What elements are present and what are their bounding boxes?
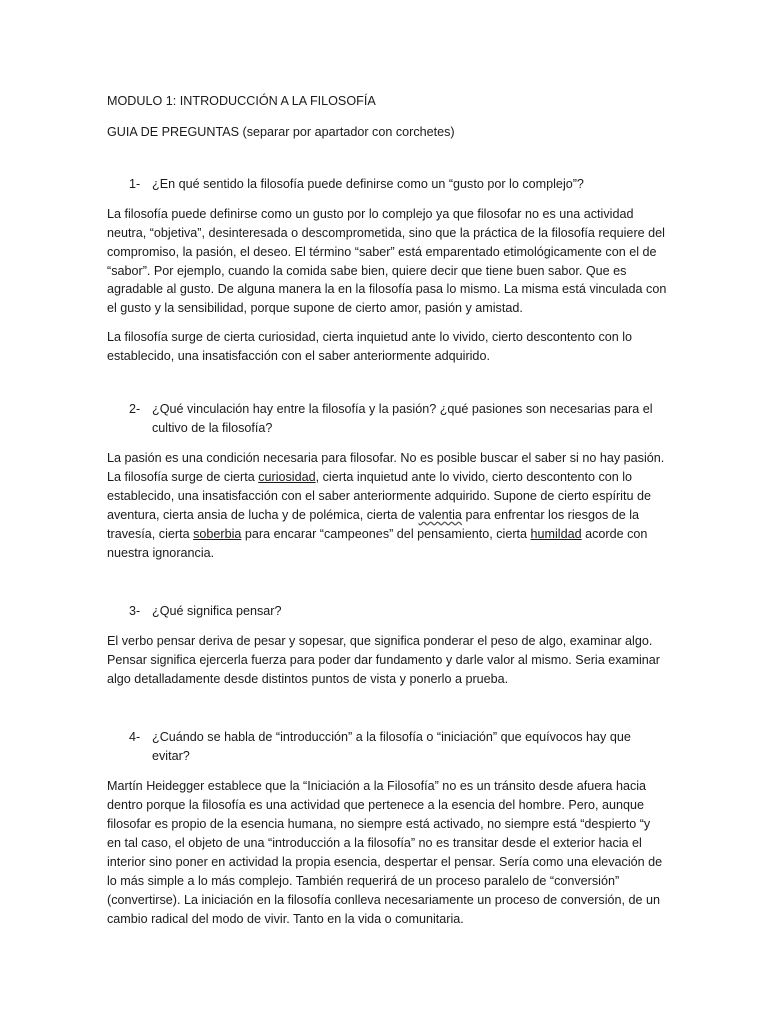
answer-paragraph [107, 449, 667, 562]
underlined-word: soberbia [193, 526, 242, 541]
question-number: 4- [129, 729, 141, 744]
answer-text: acorde con nuestra ignorancia. [107, 526, 648, 560]
question-text: ¿Cuándo se habla de “introducción” a la filosofía o “iniciación” que equívocos hay que evitar? [152, 729, 631, 763]
question-number: 2- [129, 402, 141, 417]
answer-paragraph: Martín Heidegger establece que la “Iniciación a la Filosofía” no es un tránsito desde afuera hacia dentro porque la filosofía es una actividad que pertenece a la esencia del hombre. Pero, aunque filosofar es propio de la esencia humana, no siempre está activado, no siempre está “despierto “y en tal caso, el objeto de una “introducción a la filosofía” no es transitar desde el exterior hacia el interior sino poner en actividad la propia esencia, despertar el pensar. Sería como una elevación de lo más simple a lo más complejo. También requerirá de un proceso paralelo de “conversión” (convertirse). La iniciación en la filosofía conlleva necesariamente un proceso de conversión, de un cambio radical del modo de vivir. Tanto en la vida o comunitaria. [107, 779, 663, 926]
question-3 [107, 602, 667, 621]
question-2 [107, 400, 667, 437]
question-text: ¿En qué sentido la filosofía puede definirse como un “gusto por lo complejo”? [152, 177, 584, 192]
underlined-word: humildad [530, 526, 582, 541]
answer-text: , cierta inquietud ante lo vivido, cierto descontento con lo establecido, una insatisfacción con el saber anteriormente adquirido. Supone de cierto espíritu de aventura, cierta ansia de lucha y de polémica, cierta de [107, 470, 651, 522]
question-text: ¿Qué significa pensar? [152, 603, 282, 618]
answer-text: para enfrentar los riesgos de la travesía, cierta [107, 507, 640, 541]
document-body [107, 92, 667, 928]
answer-text: para encarar “campeones” del pensamiento, cierta [241, 526, 531, 541]
answer-paragraph: La filosofía surge de cierta curiosidad, cierta inquietud ante lo vivido, cierto descontento con lo establecido, una insatisfacción con el saber anteriormente adquirido. [107, 330, 633, 364]
document-title: MODULO 1: INTRODUCCIÓN A LA FILOSOFÍA [107, 94, 376, 108]
question-number: 3- [129, 603, 141, 618]
underlined-word: curiosidad [258, 470, 316, 485]
question-number: 1- [129, 177, 141, 192]
question-4 [107, 728, 667, 765]
question-text: ¿Qué vinculación hay entre la filosofía y la pasión? ¿qué pasiones son necesarias para el cultivo de la filosofía? [152, 402, 653, 435]
question-1 [107, 175, 667, 194]
answer-text: La pasión es una condición necesaria para filosofar. No es posible buscar el saber si no hay pasión. La filosofía surge de cierta [107, 451, 665, 485]
document-subtitle: GUIA DE PREGUNTAS (separar por apartador con corchetes) [107, 124, 455, 139]
answer-paragraph: El verbo pensar deriva de pesar y sopesar, que significa ponderar el peso de algo, examinar algo. Pensar significa ejercerla fuerza para poder dar fundamento y darle valor al mismo. Seria examinar algo detalladamente desde distintos puntos de vista y ponerlo a prueba. [107, 634, 660, 687]
answer-paragraph: La filosofía puede definirse como un gusto por lo complejo ya que filosofar no es una actividad neutra, “objetiva”, desinteresada o descomprometida, sino que la práctica de la filosofía requiere del compromiso, la pasión, el deseo. El término “saber” está emparentado etimológicamente con el de “sabor”. Por ejemplo, cuando la comida sabe bien, quiere decir que tiene buen sabor. Que es agradable al gusto. De alguna manera la en la filosofía pasa lo mismo. La misma está vinculada con el gusto y la sensibilidad, porque supone de cierto amor, pasión y amistad. [107, 206, 667, 316]
spellcheck-word: valentia [418, 507, 462, 522]
